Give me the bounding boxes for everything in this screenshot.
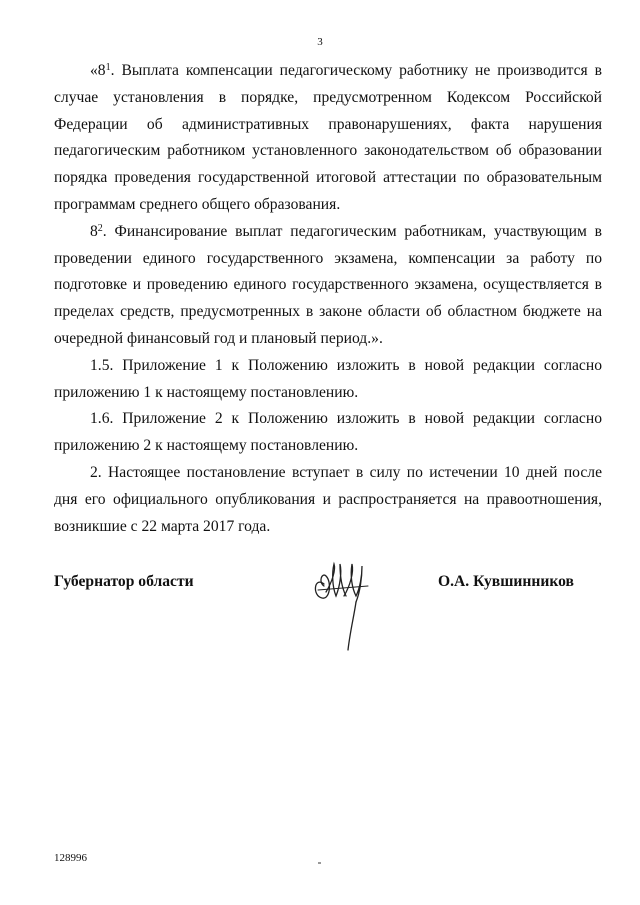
document-body <box>54 58 602 540</box>
document-code: 128996 <box>54 852 87 864</box>
signatory-name: О.А. Кувшинников <box>438 573 574 590</box>
scan-mark <box>318 862 321 864</box>
paragraph-text: . Выплата компенсации педагогическому работнику не производится в случае установления в порядке, предусмотренном Кодексом Российской Федерации об административных правонарушениях, факта нарушения педагогическим работником установленного законодательством об образовании порядка проведения государственной итоговой аттестации по образовательным программам среднего общего образования. <box>54 62 602 213</box>
paragraph-number: 8 <box>90 222 98 240</box>
paragraph-number: «8 <box>90 62 106 79</box>
superscript: 1 <box>105 62 111 73</box>
paragraph-8-2 <box>54 219 602 353</box>
paragraph-1-6: 1.6. Приложение 2 к Положению изложить в новой редакции согласно приложению 2 к настоящему постановлению. <box>54 410 602 455</box>
paragraph-8-1 <box>54 58 602 219</box>
handwritten-signature <box>310 552 380 662</box>
paragraph-2: 2. Настоящее постановление вступает в силу по истечении 10 дней после дня его официального опубликования и распространяется на правоотношения, возникшие с 22 марта 2017 года. <box>54 463 602 535</box>
paragraph-1-5: 1.5. Приложение 1 к Положению изложить в новой редакции согласно приложению 1 к настоящему постановлению. <box>54 356 602 401</box>
superscript: 2 <box>97 222 103 234</box>
signatory-position: Губернатор области <box>54 573 194 590</box>
paragraph-text: . Финансирование выплат педагогическим работникам, участвующим в проведении единого государственного экзамена, компенсации за работу по подготовке и проведению единого государственного экзамена, осуществляется в пределах средств, предусмотренных в законе области об областном бюджете на очередной финансовый год и плановый период.». <box>54 222 602 347</box>
page-number: 3 <box>317 36 323 48</box>
